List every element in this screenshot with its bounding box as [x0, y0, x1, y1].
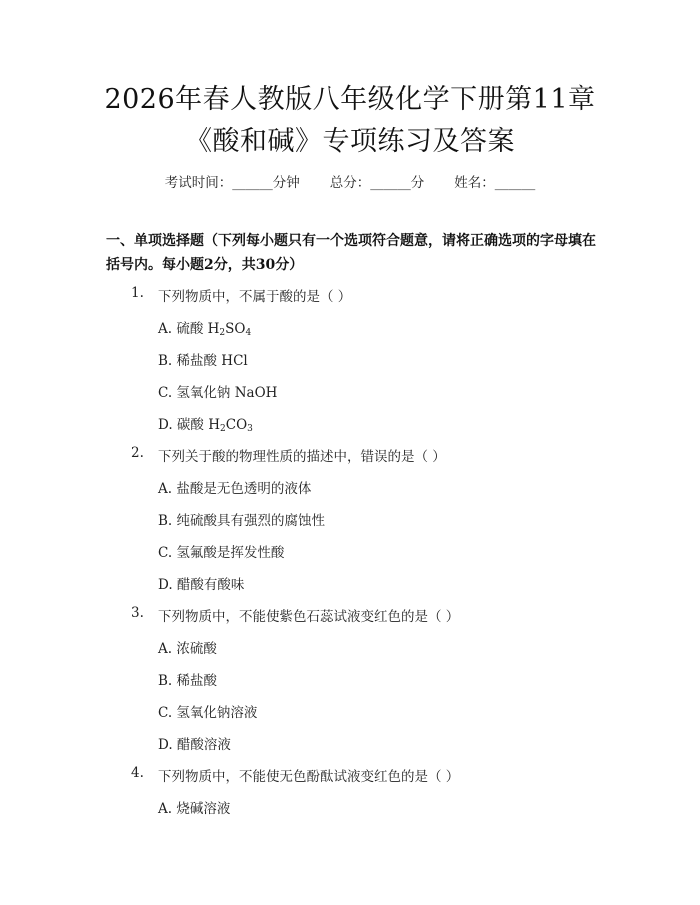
option-text: A. 硫酸 H	[158, 321, 220, 337]
question-text: 下列关于酸的物理性质的描述中，错误的是（ ）	[158, 449, 446, 465]
question-number: 4.	[131, 765, 144, 781]
option-text: C. 氢氧化钠溶液	[158, 705, 258, 721]
option-text: A. 盐酸是无色透明的液体	[158, 481, 312, 497]
option-text: B. 纯硫酸具有强烈的腐蚀性	[158, 513, 326, 529]
document-title-line1: 2026年春人教版八年级化学下册第11章	[104, 84, 596, 115]
option-text: B. 稀盐酸	[158, 673, 218, 689]
subscript: 2	[220, 424, 226, 434]
option-text: B. 稀盐酸 HCl	[158, 353, 248, 369]
option-text: C. 氢氟酸是挥发性酸	[158, 545, 285, 561]
subscript: 4	[245, 328, 252, 338]
option-text: D. 醋酸溶液	[158, 737, 231, 753]
total-score-label: 总分：______分	[329, 175, 425, 191]
section-heading: 一、单项选择题（下列每小题只有一个选项符合题意，请将正确选项的字母填在括号内。每小题2分，共30分）	[106, 233, 596, 273]
exam-time-label: 考试时间：______分钟	[164, 175, 300, 191]
question-number: 1.	[131, 285, 144, 301]
question-number: 2.	[131, 445, 144, 461]
question-text: 下列物质中，不能使紫色石蕊试液变红色的是（ ）	[158, 609, 460, 625]
option-text: A. 浓硫酸	[158, 641, 217, 657]
option-text: D. 碳酸 H	[158, 417, 220, 433]
question-text: 下列物质中，不属于酸的是（ ）	[158, 289, 352, 305]
option-text: A. 烧碱溶液	[158, 801, 231, 817]
option-text-mid: SO	[225, 321, 246, 337]
student-name-label: 姓名：______	[454, 175, 536, 191]
option-text: C. 氢氧化钠 NaOH	[158, 385, 278, 401]
question-number: 3.	[131, 605, 144, 621]
subscript: 3	[247, 424, 253, 434]
document-title-line2: 《酸和碱》专项练习及答案	[185, 126, 515, 157]
option-text-mid: CO	[225, 417, 248, 433]
subscript: 2	[219, 328, 226, 338]
exam-info-row	[0, 171, 700, 191]
option-text: D. 醋酸有酸味	[158, 577, 245, 593]
question-text: 下列物质中，不能使无色酚酞试液变红色的是（ ）	[158, 769, 460, 785]
